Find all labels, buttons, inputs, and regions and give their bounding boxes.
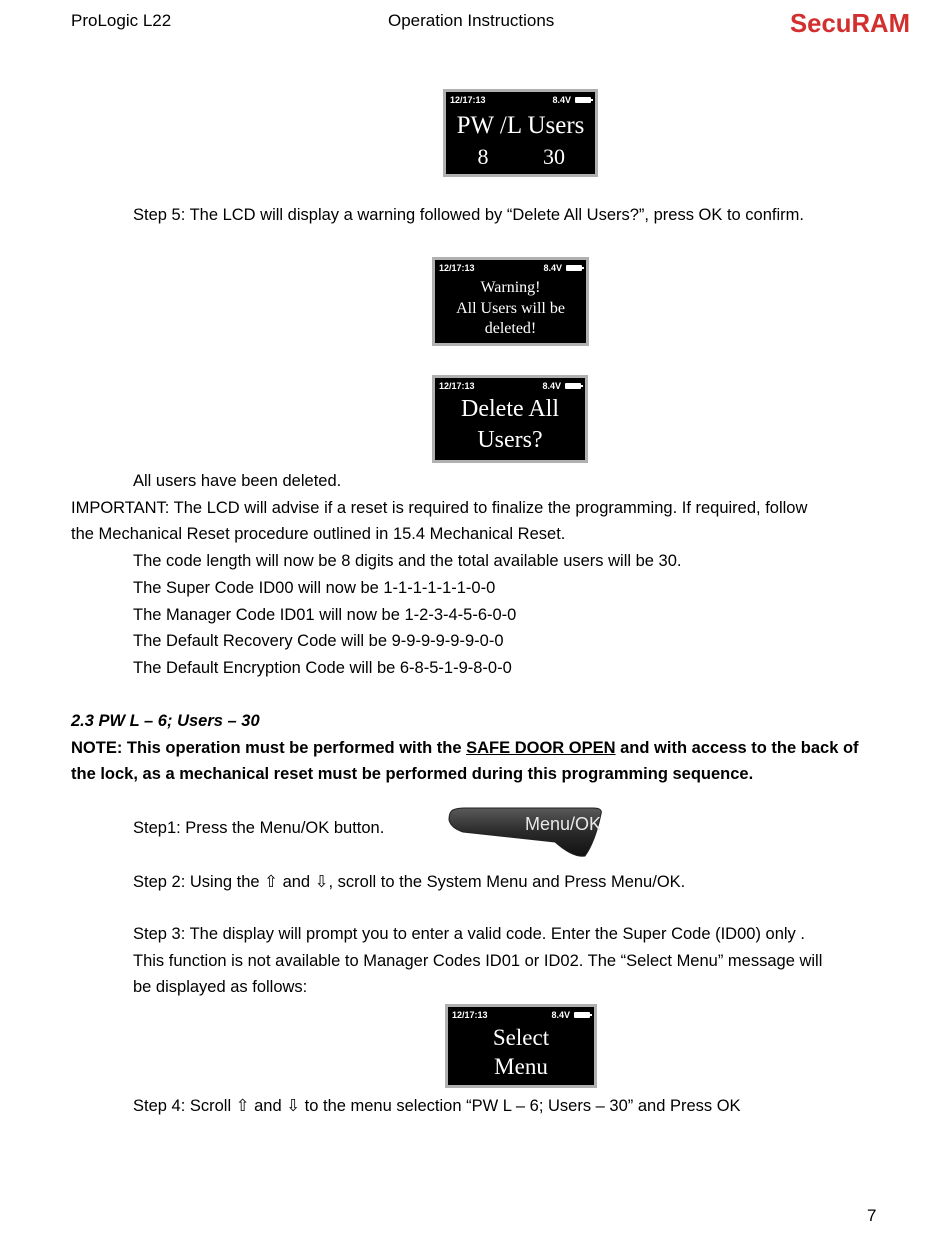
note-safe-door-open: SAFE DOOR OPEN — [466, 739, 616, 757]
note-line-1 — [71, 739, 859, 758]
lcd-warning-display — [432, 257, 589, 346]
important-line-2: the Mechanical Reset procedure outlined in 15.4 Mechanical Reset. — [71, 525, 566, 543]
lcd-voltage: 8.4V — [551, 1010, 570, 1020]
code-info-line: The Manager Code ID01 will now be 1-2-3-4-5-6-0-0 — [133, 606, 517, 624]
note-suffix: and with access to the back of — [615, 739, 859, 757]
lcd-line-1: Warning! — [480, 279, 541, 296]
section-heading: 2.3 PW L – 6; Users – 30 — [71, 712, 260, 730]
battery-icon — [575, 97, 591, 103]
note-line-2: the lock, as a mechanical reset must be performed during this programming sequence. — [71, 765, 754, 783]
lcd-select-menu-display — [445, 1004, 597, 1088]
code-info-line: The code length will now be 8 digits and the total available users will be 30. — [133, 552, 682, 570]
step-3-line-2: This function is not available to Manager Codes ID01 or ID02. The “Select Menu” message will — [133, 952, 823, 970]
header-doc-title: Operation Instructions — [388, 11, 555, 30]
lcd-time: 12/17:13 — [450, 95, 486, 105]
lcd-voltage: 8.4V — [552, 95, 571, 105]
step-4: Step 4: Scroll ⇧ and ⇩ to the menu selection “PW L – 6; Users – 30” and Press OK — [133, 1097, 741, 1115]
logo-text: SecuRAM — [790, 8, 910, 35]
menu-ok-label: Menu/OK — [525, 814, 602, 834]
lcd-line-1: PW /L Users — [456, 112, 585, 139]
lcd-line-2: Users? — [477, 427, 543, 453]
lcd-delete-display — [432, 375, 588, 463]
step-5: Step 5: The LCD will display a warning followed by “Delete All Users?”, press OK to confirm. — [133, 206, 804, 224]
lcd-line-2: All Users will be — [456, 300, 565, 317]
important-line-1: IMPORTANT: The LCD will advise if a reset is required to finalize the programming. If required, follow — [71, 499, 808, 517]
securam-logo — [790, 8, 912, 35]
lcd-value-right: 30 — [543, 144, 565, 169]
lcd-pw-users-display — [443, 89, 598, 177]
step-3-line-1: Step 3: The display will prompt you to enter a valid code. Enter the Super Code (ID00) only . — [133, 925, 805, 943]
step-2: Step 2: Using the ⇧ and ⇩, scroll to the System Menu and Press Menu/OK. — [133, 873, 686, 891]
lcd-time: 12/17:13 — [439, 263, 475, 273]
note-prefix: NOTE: This operation must be performed with the — [71, 739, 467, 757]
lcd-voltage: 8.4V — [543, 263, 562, 273]
lcd-time: 12/17:13 — [452, 1010, 488, 1020]
code-info-line: The Default Recovery Code will be 9-9-9-9-9-9-0-0 — [133, 632, 504, 650]
battery-icon — [566, 265, 582, 271]
battery-icon — [565, 383, 581, 389]
lcd-time: 12/17:13 — [439, 381, 475, 391]
lcd-voltage: 8.4V — [542, 381, 561, 391]
lcd-line-1: Delete All — [461, 396, 559, 422]
lcd-line-1: Select — [492, 1025, 550, 1050]
code-info-line: The Super Code ID00 will now be 1-1-1-1-1-1-0-0 — [133, 579, 496, 597]
page-number: 7 — [867, 1206, 877, 1225]
menu-ok-button-illustration — [445, 802, 605, 862]
header-product: ProLogic L22 — [71, 11, 172, 30]
deleted-message: All users have been deleted. — [133, 472, 342, 490]
code-info-line: The Default Encryption Code will be 6-8-5-1-9-8-0-0 — [133, 659, 512, 677]
lcd-value-left: 8 — [477, 144, 489, 169]
step-1: Step1: Press the Menu/OK button. — [133, 819, 385, 837]
battery-icon — [574, 1012, 590, 1018]
lcd-line-2: Menu — [494, 1054, 548, 1079]
lcd-line-3: deleted! — [484, 320, 537, 337]
step-3-line-3: be displayed as follows: — [133, 978, 308, 996]
